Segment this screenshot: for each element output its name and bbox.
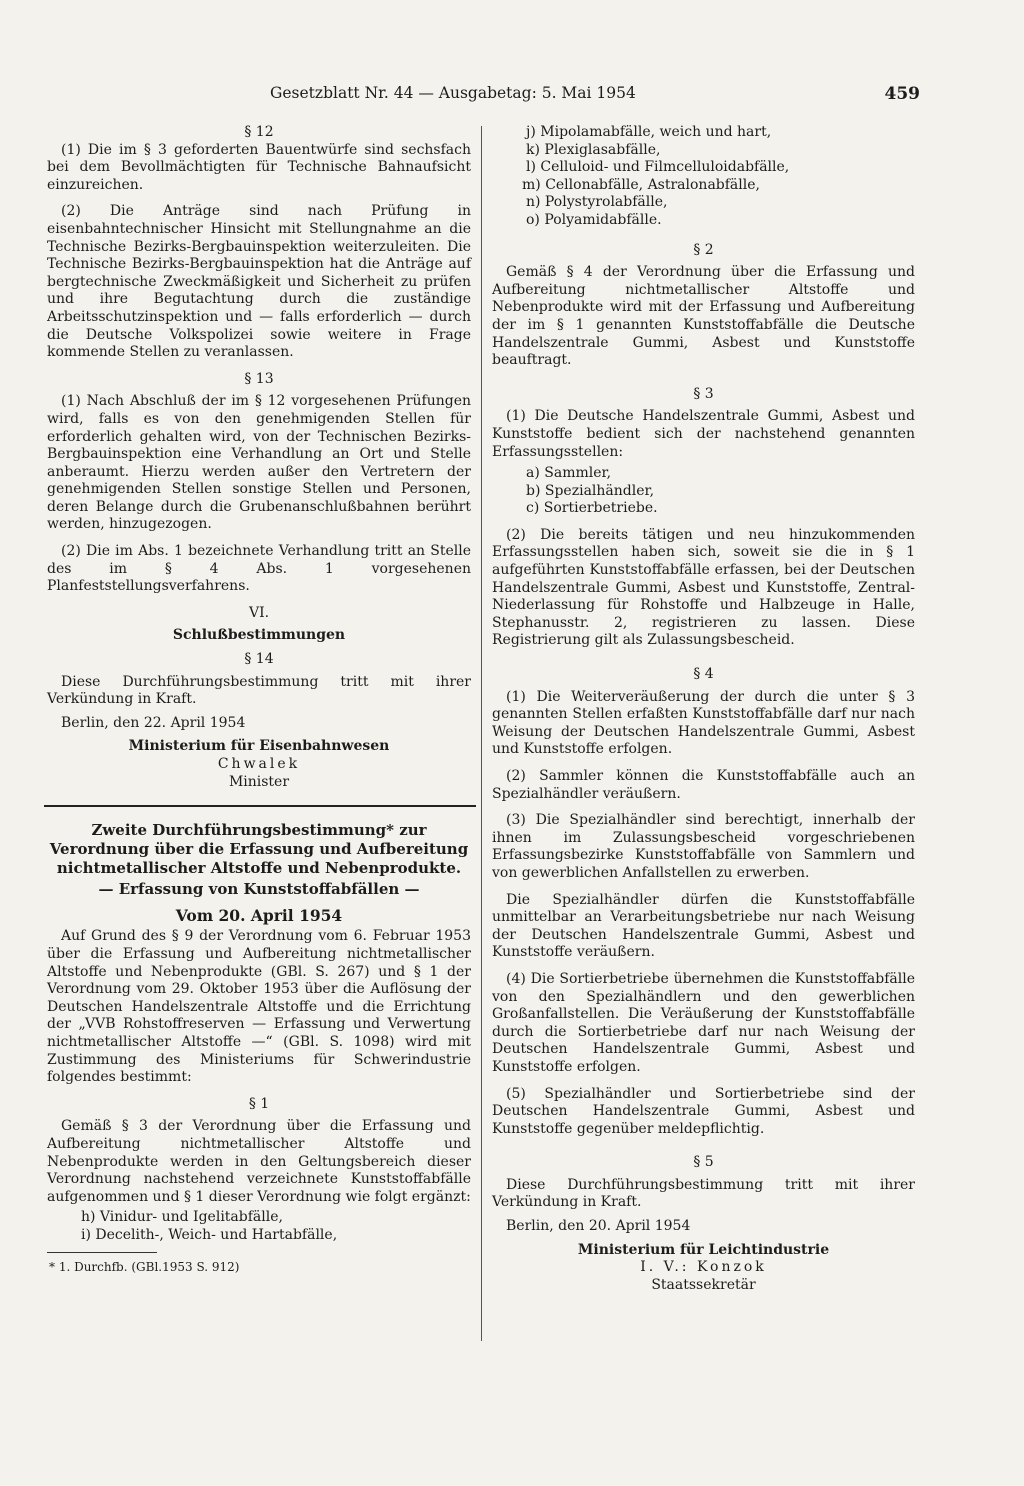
page-number: 459: [884, 84, 920, 104]
section-4-title: § 4: [693, 666, 714, 683]
section-12-para-2: (2) Die Anträge sind nach Prüfung in eisenbahntechnischer Hinsicht mit Stellungnahme an die Technische Bezirks-Bergbauinspektion weiterzuleiten. Die Technische Bezirks-Bergbauinspektion hat die Anträge auf bergtechnische Zweckmäßigkeit und Sicherheit zu prüfen und ihre Begutachtung durch die zuständige Arbeitsschutzinspektion und — falls erforderlich — durch die Deutsche Volkspolizei sowie weitere in Frage kommende Stellen zu veranlassen.: [47, 203, 471, 361]
s3-item-c: c) Sortierbetriebe.: [526, 500, 658, 517]
section-12-title: § 12: [244, 124, 274, 140]
section-13-para-2: (2) Die im Abs. 1 bezeichnete Verhandlung tritt an Stelle des im § 4 Abs. 1 vorgesehenen Planfeststellungsverfahrens.: [47, 543, 471, 595]
list-item-k: k) Plexiglasabfälle,: [526, 141, 661, 158]
section-3-title: § 3: [693, 385, 714, 402]
ministry-right: Ministerium für Leichtindustrie: [577, 1241, 830, 1258]
s3-item-b: b) Spezialhändler,: [526, 482, 655, 499]
section-13-para-1: (1) Nach Abschluß der im § 12 vorgesehenen Prüfungen wird, falls es von den genehmigenden Stellen für erforderlich gehalten wird, von der Technischen Bezirks-Bergbauinspektion eine Verhandlung an Ort und Stelle anberaumt. Hierzu werden außer den Vertretern der genehmigenden Stellen sonstige Stellen und Personen, deren Belange durch die Grubenanschlußbahnen berührt werden, hinzugezogen.: [47, 393, 471, 533]
section-3-para-1: (1) Die Deutsche Handelszentrale Gummi, Asbest und Kunststoffe bedient sich der nachstehend genannten Erfassungsstellen:: [492, 408, 915, 460]
left-column: [47, 124, 471, 1277]
section-1-text: Gemäß § 3 der Verordnung über die Erfassung und Aufbereitung nichtmetallischer Altstoffe und Nebenprodukte werden in den Geltungsbereich dieser Verordnung nachstehend verzeichnete Kunststoffabfälle aufgenommen und § 1 dieser Verordnung wie folgt ergänzt:: [47, 1118, 471, 1205]
footnote: * 1. Durchfb. (GBl.1953 S. 912): [49, 1260, 240, 1275]
list-item-o: o) Polyamidabfälle.: [526, 211, 662, 228]
section-5-title: § 5: [693, 1154, 714, 1171]
s3-item-a: a) Sammler,: [526, 465, 612, 482]
footnote-rule: [47, 1252, 157, 1253]
signing-date-right: Berlin, den 20. April 1954: [506, 1218, 691, 1235]
signer-right: I. V.: Konzok: [640, 1259, 767, 1276]
column-divider: [481, 126, 482, 1341]
ministry-left: Ministerium für Eisenbahnwesen: [128, 738, 390, 755]
document-date: Vom 20. April 1954: [175, 905, 343, 925]
list-item-m: m) Cellonabfälle, Astralonabfälle,: [522, 176, 760, 193]
document-title: Zweite Durchführungsbestimmung* zur Verordnung über die Erfassung und Aufbereitung nichtmetallischer Altstoffe und Nebenprodukte.: [49, 821, 469, 878]
section-12-para-1: (1) Die im § 3 geforderten Bauentwürfe sind sechsfach bei dem Bevollmächtigten für Technische Bahnaufsicht einzureichen.: [47, 141, 471, 193]
section-4-para-5: (5) Spezialhändler und Sortierbetriebe sind der Deutschen Handelszentrale Gummi, Asbest und Kunststoffe gegenüber meldepflichtig.: [492, 1085, 915, 1137]
list-item-j: j) Mipolamabfälle, weich und hart,: [526, 124, 772, 140]
signer-left: Chwalek: [217, 756, 301, 772]
header-title: Gesetzblatt Nr. 44 — Ausgabetag: 5. Mai 1954: [270, 84, 636, 102]
signer-role-right: Staatssekretär: [651, 1276, 756, 1293]
section-2-title: § 2: [693, 241, 714, 258]
section-13-title: § 13: [244, 370, 274, 387]
document-subtitle: — Erfassung von Kunststoffabfällen —: [98, 880, 420, 899]
section-14-text: Diese Durchführungsbestimmung tritt mit ihrer Verkündung in Kraft.: [47, 673, 471, 708]
section-5-text: Diese Durchführungsbestimmung tritt mit ihrer Verkündung in Kraft.: [492, 1176, 915, 1211]
list-item-l: l) Celluloid- und Filmcelluloidabfälle,: [526, 159, 790, 176]
list-item-i: i) Decelith-, Weich- und Hartabfälle,: [81, 1226, 338, 1243]
section-4-para-4: (4) Die Sortierbetriebe übernehmen die Kunststoffabfälle von den Spezialhändlern und den gewerblichen Großanfallstellen. Die Veräußerung der Kunststoffabfälle durch die Sortierbetriebe darf nur nach Weisung der Deutschen Handelszentrale Gummi, Asbest und Kunststoffe erfolgen.: [492, 970, 915, 1075]
list-item-h: h) Vinidur- und Igelitabfälle,: [81, 1209, 283, 1226]
section-14-title: § 14: [244, 651, 274, 668]
section-4-para-3: (3) Die Spezialhändler sind berechtigt, innerhalb der ihnen im Zulassungsbescheid vorgeschriebenen Erfassungsbezirke Kunststoffabfälle von Sammlern und von gewerblichen Anfallstellen zu erwerben.: [492, 812, 915, 881]
section-4-para-1: (1) Die Weiterveräußerung der durch die unter § 3 genannten Stellen erfaßten Kunststoffabfälle darf nur nach Weisung der Deutschen Handelszentrale Gummi, Asbest und Kunststoffe erfolgen.: [492, 688, 915, 758]
section-1-title: § 1: [248, 1095, 270, 1112]
schluss-heading: Schlußbestimmungen: [172, 627, 346, 644]
list-item-n: n) Polystyrolabfälle,: [526, 194, 668, 211]
page-header: [270, 84, 920, 108]
signing-date-left: Berlin, den 22. April 1954: [61, 714, 246, 731]
part-vi-heading: VI.: [248, 604, 270, 621]
section-4-para-3b: Die Spezialhändler dürfen die Kunststoffabfälle unmittelbar an Verarbeitungsbetriebe nur nach Weisung der Deutschen Handelszentrale Gummi, Asbest und Kunststoffe veräußern.: [492, 891, 915, 961]
section-3-para-2: (2) Die bereits tätigen und neu hinzukommenden Erfassungsstellen haben sich, soweit sie die in § 1 aufgeführten Kunststoffabfälle erfassen, bei der Deutschen Handelszentrale Gummi, Asbest und Kunststoffe, Zentral-Niederlassung für Rohstoffe und Halbzeuge in Halle, Stephanusstr. 2, registrieren zu lassen. Diese Registrierung gilt als Zulassungsbescheid.: [492, 526, 915, 649]
signer-role-left: Minister: [228, 773, 290, 790]
section-2-text: Gemäß § 4 der Verordnung über die Erfassung und Aufbereitung nichtmetallischer Altstoffe und Nebenprodukte wird mit der Erfassung und Aufbereitung der im § 1 genannten Kunststoffabfälle die Deutsche Handelszentrale Gummi, Asbest und Kunststoffe beauftragt.: [492, 264, 915, 369]
section-4-para-2: (2) Sammler können die Kunststoffabfälle auch an Spezialhändler veräußern.: [492, 768, 915, 802]
preamble: Auf Grund des § 9 der Verordnung vom 6. Februar 1953 über die Erfassung und Aufbereitung nichtmetallischer Altstoffe und Nebenprodukte (GBl. S. 267) und § 1 der Verordnung vom 29. Oktober 1953 über die Auflösung der Deutschen Handelszentrale Altstoffe und die Errichtung der „VVB Rohstoffreserven — Erfassung und Verwertung nichtmetallischer Altstoffe —“ (GBl. S. 1098) wird mit Zustimmung des Ministeriums für Schwerindustrie folgendes bestimmt:: [47, 928, 471, 1086]
section-divider-rule: [44, 805, 476, 807]
right-column: [492, 124, 915, 1294]
